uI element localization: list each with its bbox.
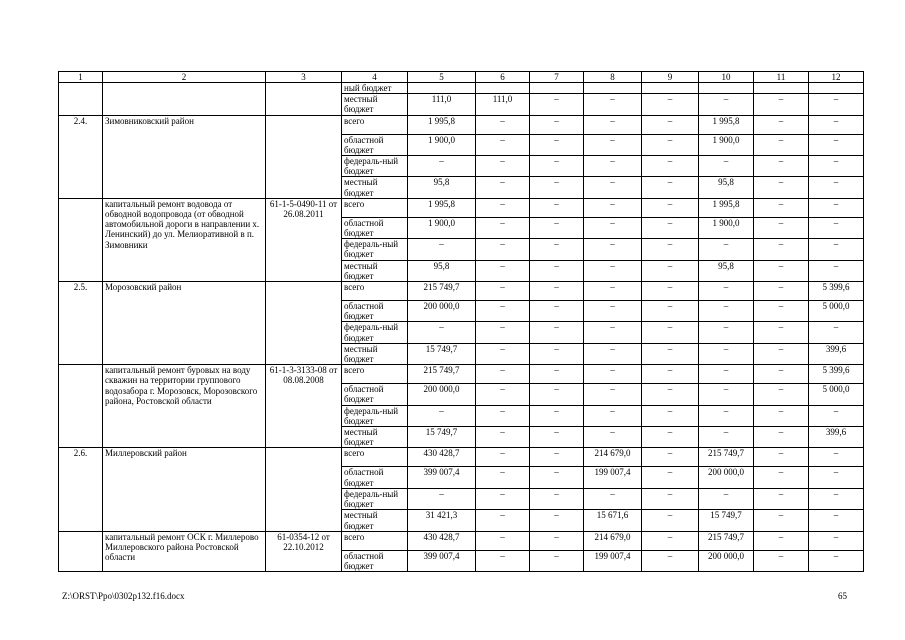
table-cell: 95,8 — [408, 177, 476, 198]
column-header: 3 — [266, 72, 342, 83]
table-cell: федераль-ный бюджет — [342, 488, 408, 509]
table-cell: – — [699, 282, 754, 301]
table-cell: – — [809, 177, 864, 198]
table-cell: – — [754, 198, 809, 217]
table-cell: – — [476, 134, 530, 155]
table-cell: областной бюджет — [342, 384, 408, 405]
table-cell: 215 749,7 — [408, 282, 476, 301]
table-cell: – — [642, 550, 699, 571]
table-cell: 214 679,0 — [584, 448, 642, 467]
table-cell: – — [476, 239, 530, 260]
table-cell: – — [642, 365, 699, 384]
table-cell — [59, 83, 103, 116]
table-cell: – — [809, 405, 864, 426]
table-cell: – — [754, 156, 809, 177]
table-cell: 215 749,7 — [699, 448, 754, 467]
table-cell: – — [699, 156, 754, 177]
table-cell: – — [476, 448, 530, 467]
table-cell: – — [530, 405, 584, 426]
table-cell: 1 900,0 — [699, 217, 754, 238]
table-cell: – — [809, 531, 864, 550]
table-cell: 399 007,4 — [408, 550, 476, 571]
table-cell: – — [642, 448, 699, 467]
table-cell: – — [754, 322, 809, 343]
table-cell: 1 995,8 — [408, 198, 476, 217]
table-cell: – — [642, 198, 699, 217]
table-cell: – — [754, 343, 809, 364]
table-cell: – — [476, 115, 530, 134]
table-cell: 199 007,4 — [584, 550, 642, 571]
table-cell: – — [584, 217, 642, 238]
table-cell: – — [754, 134, 809, 155]
table-row — [59, 282, 864, 301]
table-cell: – — [476, 467, 530, 488]
table-cell — [266, 448, 342, 531]
table-cell: 5 399,6 — [809, 282, 864, 301]
table-cell: капитальный ремонт водовода от обводной водопровода (от обводной автомобильной дороги в направлении х. Ленинский) до ул. Мелиоративной в п. Зимовники — [103, 198, 266, 281]
table-cell: – — [476, 488, 530, 509]
table-cell: – — [584, 156, 642, 177]
table-cell: – — [530, 239, 584, 260]
table-cell: капитальный ремонт буровых на воду скважин на территории группового водозабора г. Морозовск, Морозовского района, Ростовской области — [103, 365, 266, 448]
table-row — [59, 198, 864, 217]
table-cell: Зимовниковский район — [103, 115, 266, 198]
table-cell: – — [754, 239, 809, 260]
table-cell: всего — [342, 365, 408, 384]
table-cell: – — [476, 322, 530, 343]
table-cell: – — [476, 198, 530, 217]
table-cell: – — [530, 343, 584, 364]
table-row — [59, 83, 864, 94]
table-cell — [59, 531, 103, 571]
table-cell: – — [754, 405, 809, 426]
table-cell: – — [809, 217, 864, 238]
page-number: 65 — [838, 591, 847, 601]
table-cell: 399 007,4 — [408, 467, 476, 488]
table-cell: – — [476, 550, 530, 571]
table-cell: местный бюджет — [342, 343, 408, 364]
table-header-row — [59, 72, 864, 83]
table-cell — [266, 115, 342, 198]
table-cell: – — [809, 488, 864, 509]
table-cell: – — [530, 156, 584, 177]
table-cell: 2.6. — [59, 448, 103, 531]
table-row — [59, 365, 864, 384]
table-cell: 1 900,0 — [408, 217, 476, 238]
table-cell: – — [584, 384, 642, 405]
table-cell: – — [754, 427, 809, 448]
table-cell: – — [754, 488, 809, 509]
table-cell: – — [476, 531, 530, 550]
table-cell: 200 000,0 — [408, 384, 476, 405]
table-cell: – — [754, 260, 809, 281]
table-cell: 15 749,7 — [408, 427, 476, 448]
table-cell: – — [476, 156, 530, 177]
table-cell: областной бюджет — [342, 217, 408, 238]
table-cell: местный бюджет — [342, 177, 408, 198]
table-cell: – — [476, 282, 530, 301]
table-cell: 1 900,0 — [699, 134, 754, 155]
table-cell: Морозовский район — [103, 282, 266, 365]
table-cell — [59, 198, 103, 281]
table-cell: всего — [342, 282, 408, 301]
table-cell: 5 000,0 — [809, 301, 864, 322]
table-cell: – — [642, 488, 699, 509]
table-row — [59, 115, 864, 134]
table-cell: 111,0 — [408, 94, 476, 115]
table-cell: – — [530, 531, 584, 550]
table-cell: – — [642, 384, 699, 405]
table-cell: Миллеровский район — [103, 448, 266, 531]
table-cell: федераль-ный бюджет — [342, 239, 408, 260]
table-cell: – — [642, 239, 699, 260]
table-cell: местный бюджет — [342, 510, 408, 531]
table-cell: – — [754, 94, 809, 115]
table-cell: 5 000,0 — [809, 384, 864, 405]
column-header: 4 — [342, 72, 408, 83]
table-cell — [408, 83, 476, 94]
table-cell: 199 007,4 — [584, 467, 642, 488]
table-cell — [809, 83, 864, 94]
table-cell — [59, 365, 103, 448]
table-cell: – — [530, 134, 584, 155]
table-cell: 399,6 — [809, 427, 864, 448]
table-cell: – — [408, 239, 476, 260]
table-cell: 215 749,7 — [699, 531, 754, 550]
table-cell: – — [530, 177, 584, 198]
table-cell: 61-1-3-3133-08 от 08.08.2008 — [266, 365, 342, 448]
table-cell: 61-1-5-0490-11 от 26.08.2011 — [266, 198, 342, 281]
table-cell: 111,0 — [476, 94, 530, 115]
table-cell: – — [476, 365, 530, 384]
table-cell: – — [584, 405, 642, 426]
table-cell: местный бюджет — [342, 427, 408, 448]
table-cell: 95,8 — [408, 260, 476, 281]
table-cell: федераль-ный бюджет — [342, 405, 408, 426]
table-cell: – — [699, 94, 754, 115]
data-table — [58, 71, 864, 572]
table-cell: – — [642, 217, 699, 238]
table-cell: – — [699, 405, 754, 426]
table-cell: – — [754, 510, 809, 531]
table-cell: – — [530, 448, 584, 467]
table-cell: 1 995,8 — [408, 115, 476, 134]
table-cell: – — [809, 510, 864, 531]
table-cell: – — [584, 427, 642, 448]
table-cell: – — [584, 301, 642, 322]
table-cell: – — [530, 510, 584, 531]
table-cell: капитальный ремонт ОСК г. Миллерово Миллеровского района Ростовской области — [103, 531, 266, 571]
column-header: 2 — [103, 72, 266, 83]
table-cell: – — [476, 260, 530, 281]
table-cell: 1 995,8 — [699, 115, 754, 134]
table-cell: – — [476, 301, 530, 322]
table-cell: – — [476, 510, 530, 531]
table-cell: – — [809, 322, 864, 343]
table-cell: – — [476, 384, 530, 405]
table-cell: – — [809, 198, 864, 217]
table-cell: – — [754, 365, 809, 384]
table-cell: – — [408, 322, 476, 343]
table-cell: – — [642, 531, 699, 550]
table-cell: – — [584, 365, 642, 384]
table-cell: 399,6 — [809, 343, 864, 364]
table-cell: – — [642, 343, 699, 364]
table-cell — [476, 83, 530, 94]
table-cell: всего — [342, 531, 408, 550]
table-cell: – — [584, 177, 642, 198]
table-cell: 15 671,6 — [584, 510, 642, 531]
column-header: 1 — [59, 72, 103, 83]
table-cell: – — [530, 217, 584, 238]
column-header: 7 — [530, 72, 584, 83]
table-cell: – — [530, 365, 584, 384]
table-cell: – — [754, 448, 809, 467]
table-cell: – — [754, 282, 809, 301]
table-cell: 5 399,6 — [809, 365, 864, 384]
table-cell: – — [699, 322, 754, 343]
table-cell: – — [584, 239, 642, 260]
column-header: 8 — [584, 72, 642, 83]
table-cell: – — [584, 94, 642, 115]
table-cell: – — [530, 301, 584, 322]
table-cell: – — [642, 301, 699, 322]
table-cell: – — [530, 322, 584, 343]
table-cell — [266, 282, 342, 365]
table-cell: – — [809, 260, 864, 281]
table-cell: – — [699, 301, 754, 322]
column-header: 9 — [642, 72, 699, 83]
table-cell — [530, 83, 584, 94]
table-cell: – — [584, 343, 642, 364]
table-cell — [642, 83, 699, 94]
table-cell: – — [584, 322, 642, 343]
table-cell: – — [476, 217, 530, 238]
table-cell: всего — [342, 115, 408, 134]
table-cell: всего — [342, 448, 408, 467]
table-cell: – — [584, 488, 642, 509]
table-cell: – — [809, 156, 864, 177]
table-cell: 61-0354-12 от 22.10.2012 — [266, 531, 342, 571]
table-cell: – — [476, 405, 530, 426]
table-cell: 95,8 — [699, 260, 754, 281]
table-cell: – — [584, 198, 642, 217]
table-cell: 1 900,0 — [408, 134, 476, 155]
table-cell: местный бюджет — [342, 260, 408, 281]
table-cell: – — [642, 134, 699, 155]
table-cell: – — [809, 550, 864, 571]
table-cell: – — [642, 282, 699, 301]
table-cell: – — [530, 550, 584, 571]
table-cell: – — [476, 427, 530, 448]
table-cell: – — [699, 488, 754, 509]
table-cell: – — [754, 467, 809, 488]
table-cell: – — [754, 531, 809, 550]
table-cell: – — [530, 427, 584, 448]
table-row — [59, 448, 864, 467]
table-cell: – — [584, 134, 642, 155]
table-cell: областной бюджет — [342, 467, 408, 488]
table-body — [59, 72, 864, 572]
table-cell: – — [642, 405, 699, 426]
column-header: 11 — [754, 72, 809, 83]
table-cell: – — [699, 365, 754, 384]
table-cell: – — [754, 550, 809, 571]
table-cell: – — [754, 115, 809, 134]
table-cell: – — [809, 448, 864, 467]
table-cell: – — [809, 134, 864, 155]
table-cell: – — [530, 488, 584, 509]
table-cell — [103, 83, 266, 116]
table-cell: – — [408, 405, 476, 426]
table-cell: 31 421,3 — [408, 510, 476, 531]
table-cell: 15 749,7 — [408, 343, 476, 364]
table-cell: – — [530, 384, 584, 405]
table-cell: – — [642, 94, 699, 115]
table-cell: – — [699, 343, 754, 364]
table-cell: 200 000,0 — [699, 550, 754, 571]
table-cell: – — [584, 260, 642, 281]
table-cell: 214 679,0 — [584, 531, 642, 550]
table-cell: – — [642, 510, 699, 531]
table-cell: – — [530, 282, 584, 301]
table-cell: 15 749,7 — [699, 510, 754, 531]
table-cell: – — [642, 177, 699, 198]
table-cell: – — [699, 239, 754, 260]
table-cell: – — [408, 488, 476, 509]
table-cell: 200 000,0 — [408, 301, 476, 322]
table-cell: 1 995,8 — [699, 198, 754, 217]
table-cell — [754, 83, 809, 94]
table-cell — [699, 83, 754, 94]
table-cell: федераль-ный бюджет — [342, 322, 408, 343]
table-cell: – — [809, 239, 864, 260]
table-cell: – — [408, 156, 476, 177]
table-cell: местный бюджет — [342, 94, 408, 115]
table-cell: – — [530, 198, 584, 217]
table-cell: – — [642, 115, 699, 134]
table-cell: 2.5. — [59, 282, 103, 365]
table-cell: – — [642, 427, 699, 448]
table-cell: – — [754, 177, 809, 198]
table-cell: 95,8 — [699, 177, 754, 198]
table-cell: – — [642, 322, 699, 343]
table-cell: – — [530, 94, 584, 115]
table-cell: – — [809, 467, 864, 488]
column-header: 12 — [809, 72, 864, 83]
table-cell: 215 749,7 — [408, 365, 476, 384]
table-cell: всего — [342, 198, 408, 217]
table-cell: – — [642, 156, 699, 177]
table-cell — [584, 83, 642, 94]
table-cell: – — [530, 467, 584, 488]
table-cell: – — [476, 177, 530, 198]
table-cell: – — [530, 115, 584, 134]
table-cell: областной бюджет — [342, 134, 408, 155]
table-cell: – — [584, 282, 642, 301]
column-header: 5 — [408, 72, 476, 83]
column-header: 6 — [476, 72, 530, 83]
column-header: 10 — [699, 72, 754, 83]
table-cell: – — [476, 343, 530, 364]
table-cell: – — [809, 94, 864, 115]
table-cell: федераль-ный бюджет — [342, 156, 408, 177]
table-cell: 430 428,7 — [408, 531, 476, 550]
table-cell: – — [699, 384, 754, 405]
table-cell: – — [530, 260, 584, 281]
table-cell: – — [754, 217, 809, 238]
table-cell: – — [754, 301, 809, 322]
table-cell: – — [754, 384, 809, 405]
table-cell: – — [642, 260, 699, 281]
table-cell: – — [699, 427, 754, 448]
table-cell: 200 000,0 — [699, 467, 754, 488]
footer-file-path: Z:\ORST\Ppo\0302p132.f16.docx — [62, 591, 185, 601]
table-cell — [266, 83, 342, 116]
table-cell: областной бюджет — [342, 550, 408, 571]
table-cell: – — [642, 467, 699, 488]
table-cell: областной бюджет — [342, 301, 408, 322]
table-cell: – — [584, 115, 642, 134]
table-row — [59, 531, 864, 550]
table-cell: – — [809, 115, 864, 134]
table-cell: 2.4. — [59, 115, 103, 198]
table-cell: ный бюджет — [342, 83, 408, 94]
table-cell: 430 428,7 — [408, 448, 476, 467]
